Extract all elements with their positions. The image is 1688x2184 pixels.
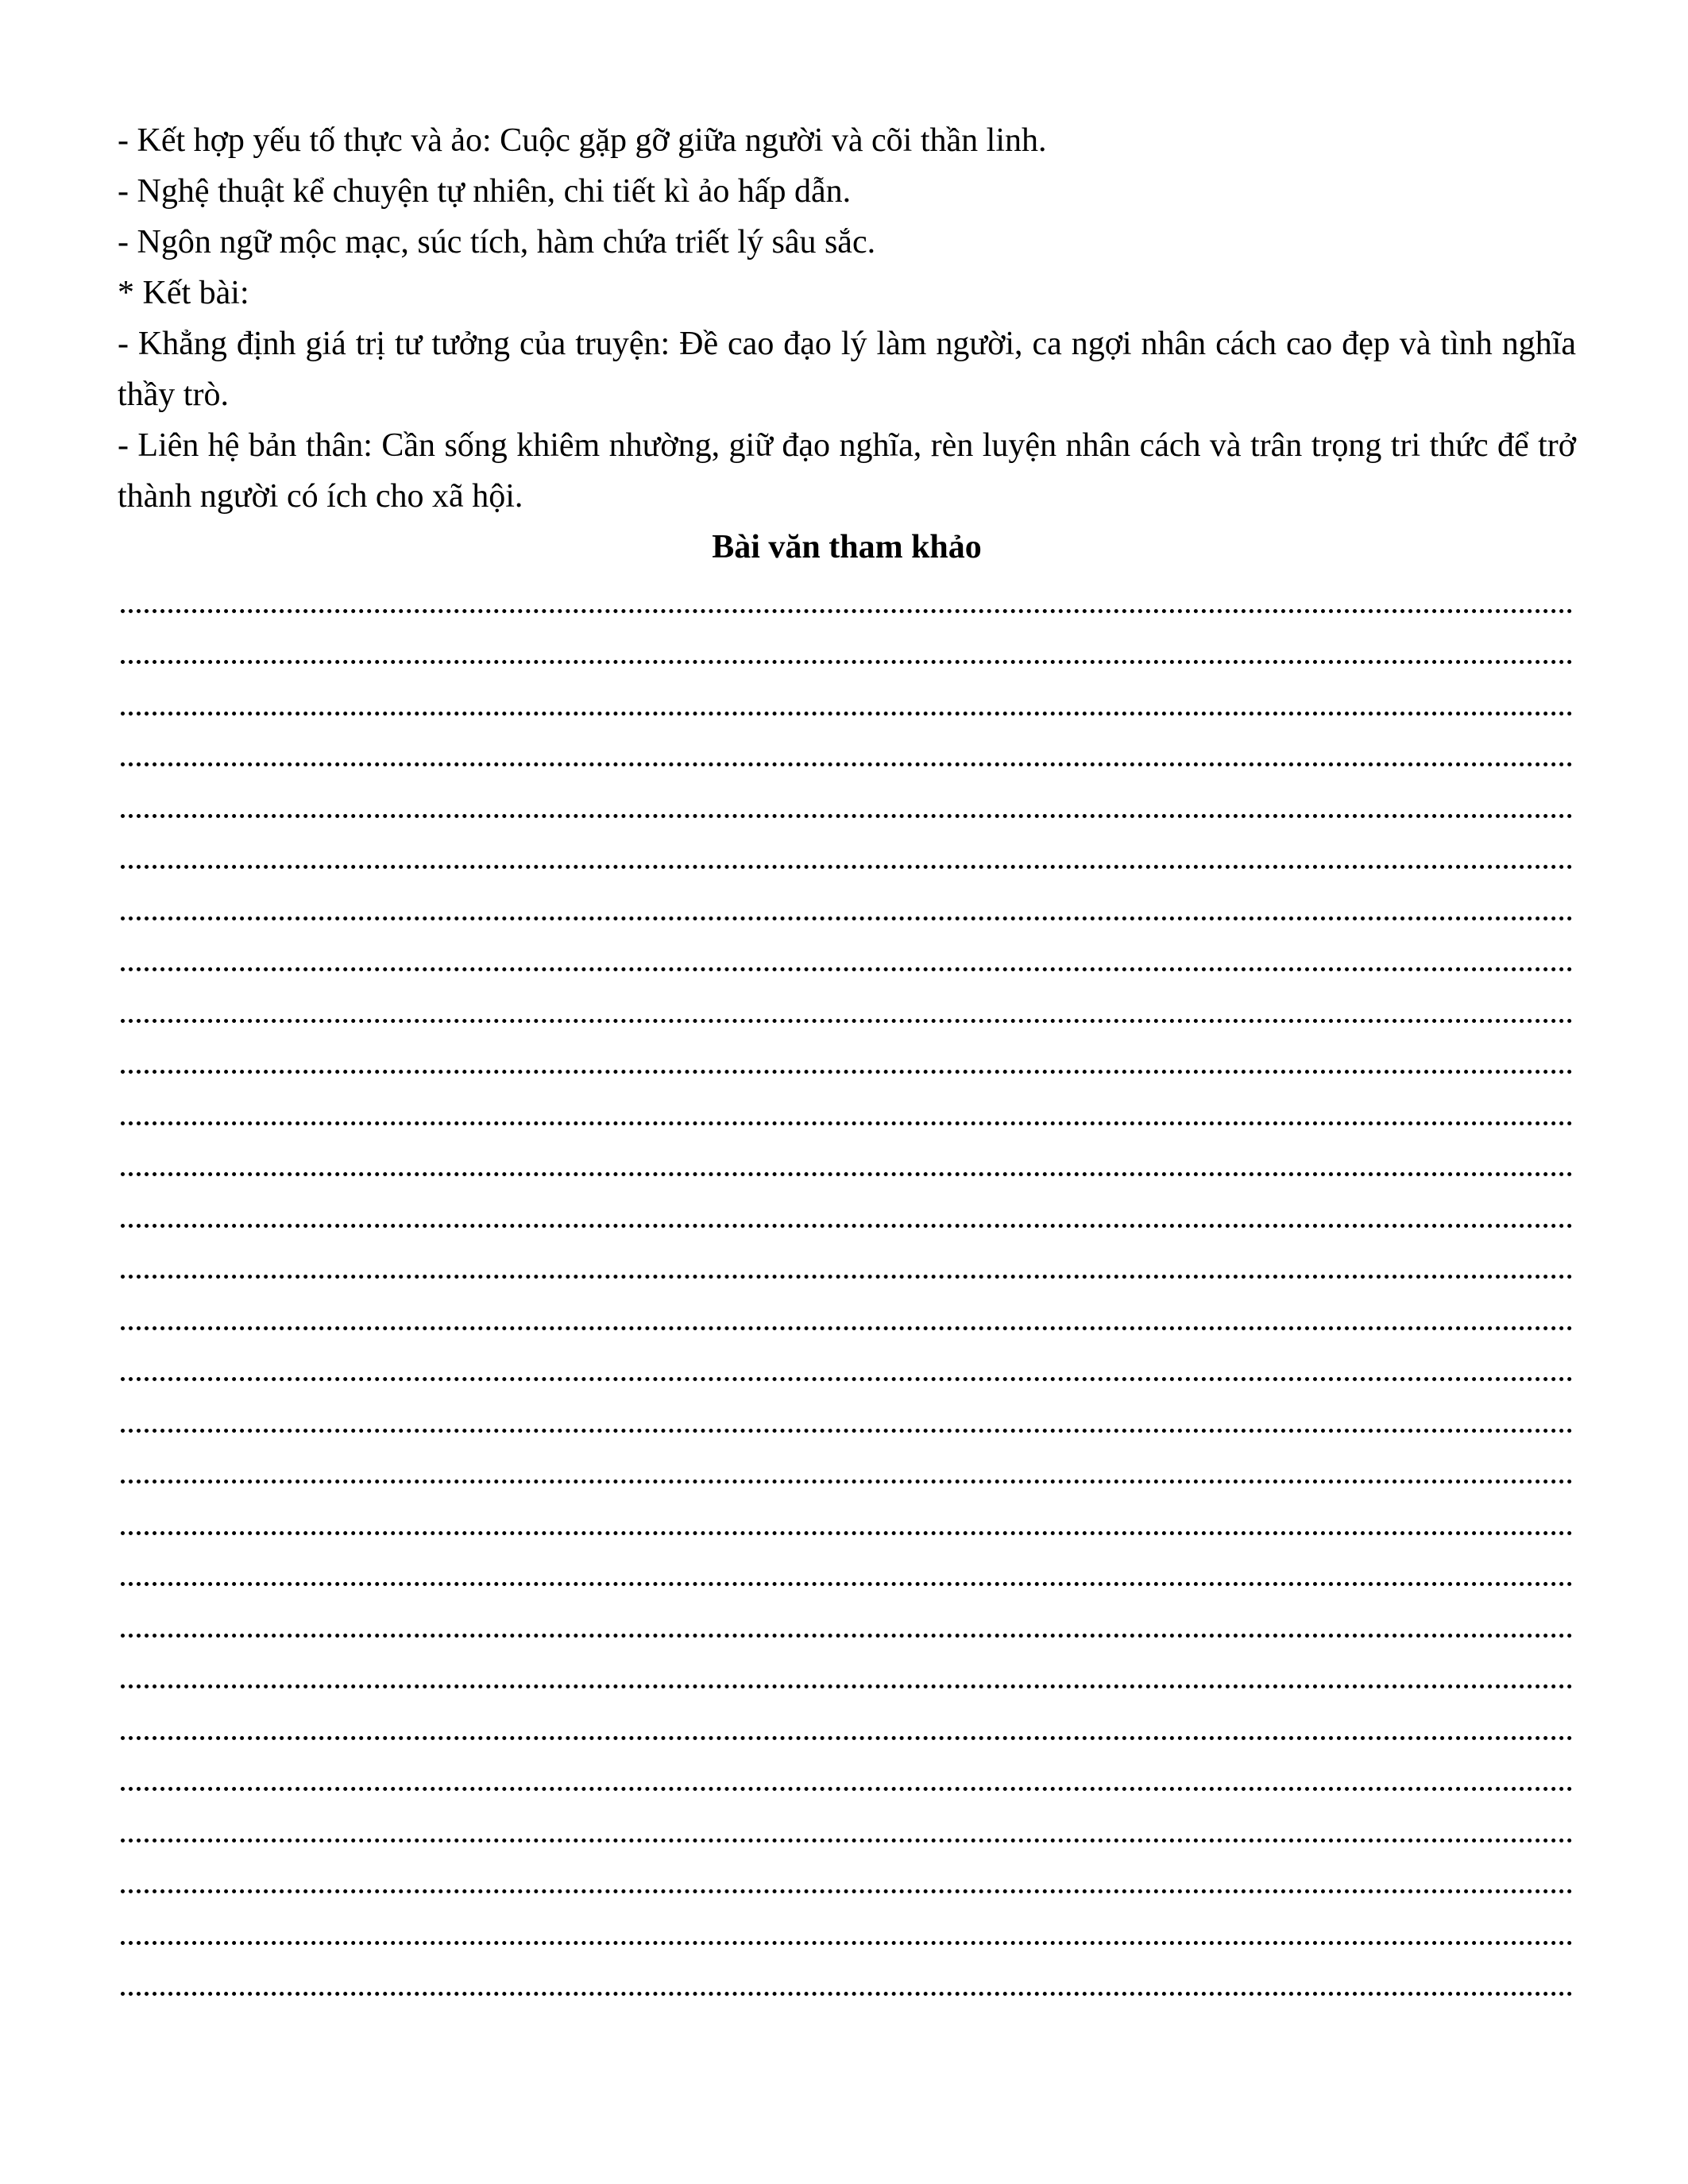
dotted-answer-line [118, 1700, 1576, 1751]
dotted-answer-line [118, 1956, 1576, 2008]
bullet-real-virtual: - Kết hợp yếu tố thực và ảo: Cuộc gặp gỡ giữa người và cõi thần linh. [118, 122, 1047, 159]
dotted-answer-line [118, 1444, 1576, 1495]
dotted-answer-line [118, 1904, 1576, 1956]
dotted-answer-line [118, 1136, 1576, 1188]
dotted-answer-line [118, 1187, 1576, 1239]
dotted-answer-line [118, 624, 1576, 676]
dotted-answer-line [118, 1854, 1576, 1905]
dotted-answer-line [118, 778, 1576, 829]
dotted-answer-line [118, 982, 1576, 1034]
dotted-answer-line [118, 1290, 1576, 1341]
dotted-answer-line [118, 880, 1576, 932]
dotted-answer-line [118, 1546, 1576, 1598]
dotted-answer-line [118, 932, 1576, 983]
dotted-answer-line [118, 1341, 1576, 1393]
dotted-answer-line [118, 573, 1576, 624]
bullet-language: - Ngôn ngữ mộc mạc, súc tích, hàm chứa triết lý sâu sắc. [118, 224, 876, 260]
dotted-answer-line [118, 1495, 1576, 1546]
bullet-storytelling: - Nghệ thuật kể chuyện tự nhiên, chi tiết kì ảo hấp dẫn. [118, 173, 852, 210]
dotted-answer-line [118, 1649, 1576, 1700]
dotted-answer-line [118, 1802, 1576, 1854]
document-page [118, 115, 1576, 2007]
dotted-answer-line [118, 675, 1576, 727]
dotted-answer-line [118, 1597, 1576, 1649]
dotted-answer-line [118, 1239, 1576, 1291]
dotted-answer-line [118, 1392, 1576, 1444]
dotted-answer-line [118, 829, 1576, 881]
bullet-self-connection: - Liên hệ bản thân: Cần sống khiêm nhường, giữ đạo nghĩa, rèn luyện nhân cách và trân trọng tri thức để trở thành người có ích cho xã hội. [118, 427, 1576, 515]
dotted-answer-line [118, 727, 1576, 778]
dotted-answer-line [118, 1751, 1576, 1803]
conclusion-label: * Kết bài: [118, 275, 249, 311]
reference-essay-heading: Bài văn tham khảo [712, 529, 982, 565]
answer-lines [118, 573, 1576, 2007]
dotted-answer-line [118, 1085, 1576, 1136]
dotted-answer-line [118, 1034, 1576, 1086]
bullet-affirm-value: - Khẳng định giá trị tư tưởng của truyện: Đề cao đạo lý làm người, ca ngợi nhân cách cao đẹp và tình nghĩa thầy trò. [118, 326, 1576, 413]
